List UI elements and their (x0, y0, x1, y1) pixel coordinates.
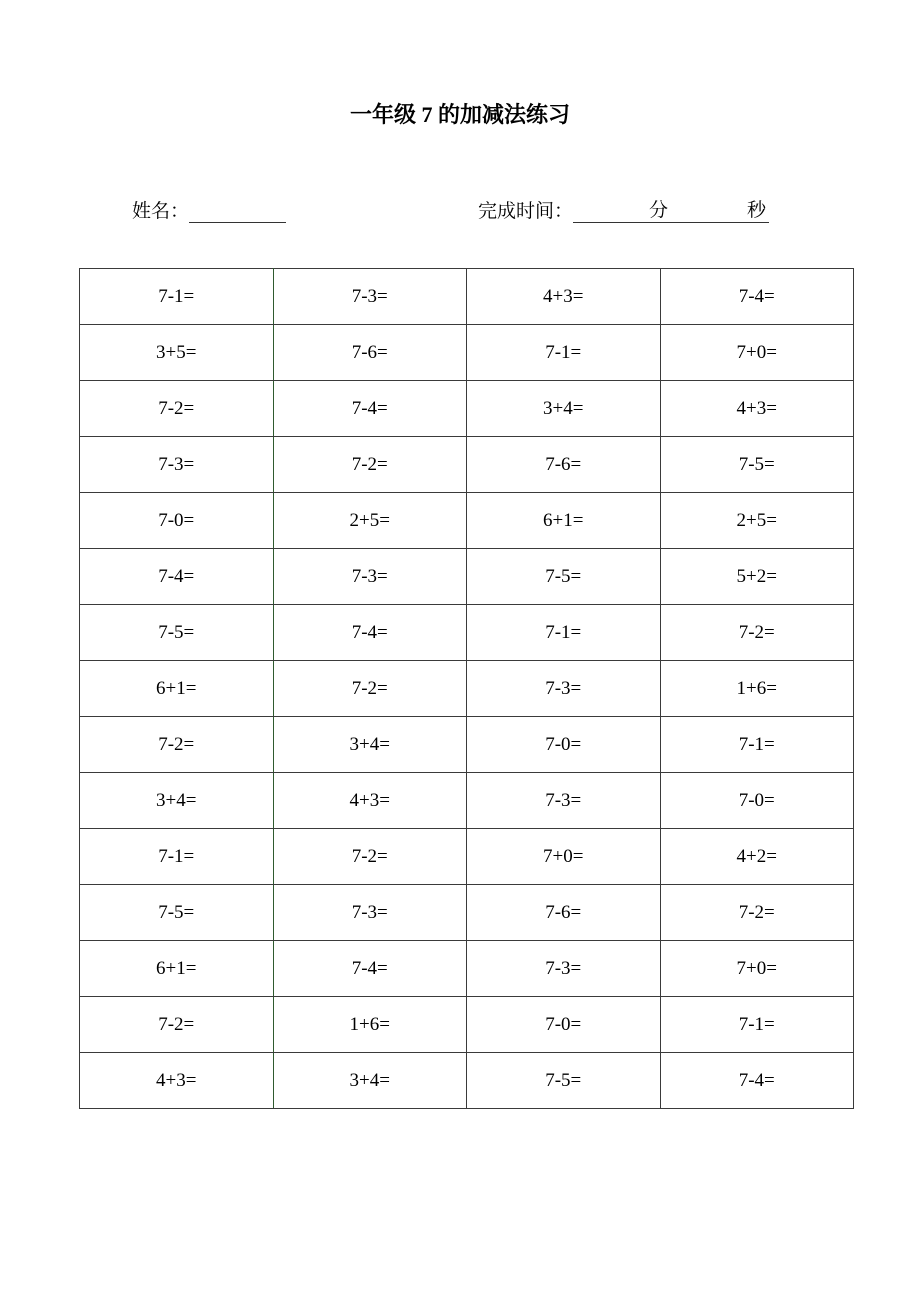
problem-cell: 1+6= (660, 661, 854, 717)
problem-cell: 7+0= (467, 829, 661, 885)
problem-cell: 7-0= (80, 493, 274, 549)
table-row (80, 325, 854, 381)
problem-cell: 7-1= (80, 269, 274, 325)
problem-cell: 7-2= (273, 829, 467, 885)
table-row (80, 661, 854, 717)
problem-cell: 7-5= (80, 885, 274, 941)
time-row (478, 196, 769, 223)
problem-cell: 7-0= (467, 997, 661, 1053)
problem-cell: 3+4= (273, 1053, 467, 1109)
problem-cell: 1+6= (273, 997, 467, 1053)
table-row (80, 437, 854, 493)
problem-cell: 7-2= (660, 605, 854, 661)
table-row (80, 773, 854, 829)
problem-cell: 7-4= (660, 1053, 854, 1109)
problem-cell: 3+4= (467, 381, 661, 437)
problem-cell: 7-4= (660, 269, 854, 325)
problem-cell: 7-1= (660, 717, 854, 773)
problem-cell: 3+4= (273, 717, 467, 773)
problem-cell: 7-4= (80, 549, 274, 605)
problem-cell: 7-3= (273, 549, 467, 605)
problem-cell: 7-1= (467, 605, 661, 661)
problem-cell: 3+5= (80, 325, 274, 381)
problem-cell: 7-4= (273, 381, 467, 437)
problem-cell: 5+2= (660, 549, 854, 605)
problem-cell: 7-2= (80, 717, 274, 773)
problem-cell: 4+2= (660, 829, 854, 885)
problem-cell: 7-3= (467, 661, 661, 717)
problem-cell: 2+5= (273, 493, 467, 549)
problem-cell: 4+3= (273, 773, 467, 829)
problem-cell: 7-6= (467, 885, 661, 941)
table-row (80, 885, 854, 941)
table-row (80, 549, 854, 605)
problem-cell: 7-2= (273, 437, 467, 493)
problem-cell: 7-5= (467, 1053, 661, 1109)
problem-cell: 7-6= (467, 437, 661, 493)
problem-cell: 4+3= (467, 269, 661, 325)
problem-cell: 7-2= (80, 381, 274, 437)
table-row (80, 997, 854, 1053)
page-title: 一年级 7 的加减法练习 (349, 102, 570, 127)
table-row (80, 717, 854, 773)
problem-cell: 6+1= (80, 941, 274, 997)
problem-cell: 7-0= (467, 717, 661, 773)
problem-cell: 7-3= (467, 773, 661, 829)
problem-cell: 7-1= (467, 325, 661, 381)
table-row (80, 493, 854, 549)
table-row (80, 605, 854, 661)
name-label: 姓名： (132, 201, 190, 222)
problem-cell: 7-1= (660, 997, 854, 1053)
problem-cell: 7-3= (273, 885, 467, 941)
problem-cell: 7-5= (80, 605, 274, 661)
table-row (80, 1053, 854, 1109)
table-row (80, 829, 854, 885)
problem-cell: 7-2= (273, 661, 467, 717)
name-blank[interactable] (189, 202, 286, 223)
table-row (80, 381, 854, 437)
problem-cell: 4+3= (80, 1053, 274, 1109)
problem-cell: 7+0= (660, 941, 854, 997)
time-label: 完成时间： (478, 201, 574, 222)
problem-cell: 3+4= (80, 773, 274, 829)
problem-table (79, 268, 854, 1109)
time-blank[interactable] (573, 202, 769, 223)
problem-cell: 7-5= (660, 437, 854, 493)
problem-cell: 7-6= (273, 325, 467, 381)
problem-cell: 7-2= (660, 885, 854, 941)
problem-cell: 7+0= (660, 325, 854, 381)
problem-cell: 7-3= (80, 437, 274, 493)
problem-cell: 7-1= (80, 829, 274, 885)
problem-cell: 7-3= (467, 941, 661, 997)
problem-cell: 7-4= (273, 605, 467, 661)
problem-cell: 4+3= (660, 381, 854, 437)
problem-cell: 6+1= (80, 661, 274, 717)
problem-cell: 6+1= (467, 493, 661, 549)
problem-cell: 7-5= (467, 549, 661, 605)
table-row (80, 269, 854, 325)
second-unit: 秒 (747, 200, 767, 221)
problem-cell: 2+5= (660, 493, 854, 549)
problem-cell: 7-4= (273, 941, 467, 997)
name-row (132, 196, 286, 223)
problem-cell: 7-3= (273, 269, 467, 325)
problem-cell: 7-0= (660, 773, 854, 829)
problem-cell: 7-2= (80, 997, 274, 1053)
minute-unit: 分 (649, 200, 669, 221)
table-row (80, 941, 854, 997)
